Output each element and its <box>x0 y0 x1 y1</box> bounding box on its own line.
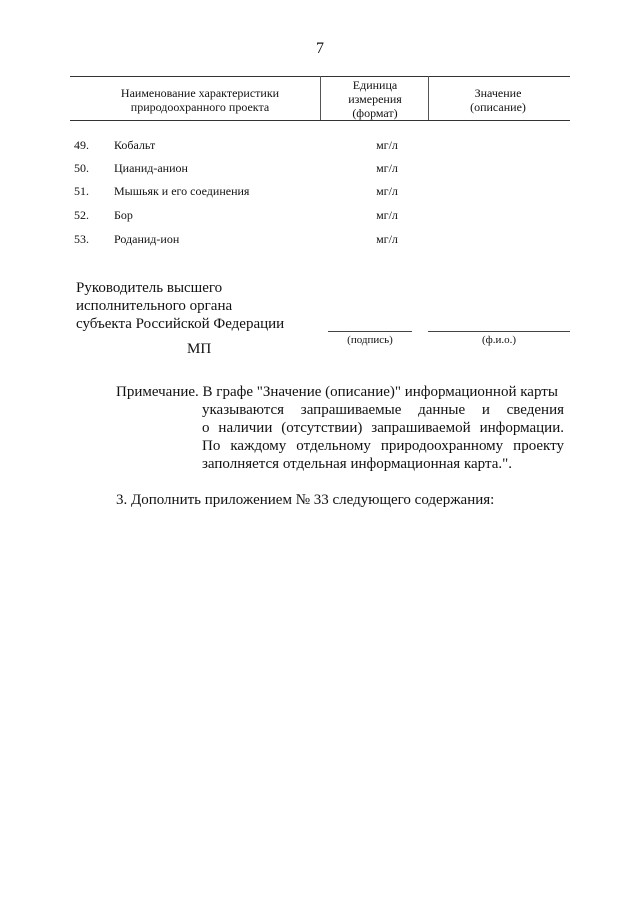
row-unit: мг/л <box>376 161 398 175</box>
row-unit: мг/л <box>376 208 398 222</box>
table-header-rule <box>70 120 570 121</box>
signature-title-line-3: субъекта Российской Федерации <box>76 316 285 332</box>
header-divider-2 <box>428 76 429 120</box>
paragraph-text: 3. Дополнить приложением № 33 следующего содержания: <box>116 492 495 508</box>
row-name: Цианид-анион <box>114 161 188 175</box>
header-unit: Единица измерения (формат) <box>348 78 402 120</box>
header-value: Значение (описание) <box>470 86 526 114</box>
note-line-1: Примечание. В графе "Значение (описание)" информационной карты <box>116 384 558 400</box>
row-name: Бор <box>114 208 133 222</box>
row-number: 53. <box>74 232 89 246</box>
signature-caption: (подпись) <box>347 334 393 346</box>
note-line-5: заполняется отдельная информационная карта.". <box>202 456 512 472</box>
row-number: 51. <box>74 184 89 198</box>
table-row <box>74 208 574 226</box>
row-name: Мышьяк и его соединения <box>114 184 250 198</box>
signature-title-line-2: исполнительного органа <box>76 298 233 314</box>
name-line <box>428 331 570 332</box>
header-divider-1 <box>320 76 321 120</box>
row-number: 50. <box>74 161 89 175</box>
row-number: 49. <box>74 138 89 152</box>
header-characteristic: Наименование характеристики природоохранного проекта <box>120 86 280 114</box>
note-line-2: указываются запрашиваемые данные и сведения <box>202 402 564 418</box>
signature-line <box>328 331 412 332</box>
name-caption: (ф.и.о.) <box>481 334 517 346</box>
page-number: 7 <box>316 40 324 57</box>
row-unit: мг/л <box>376 232 398 246</box>
stamp-place: МП <box>187 341 212 357</box>
row-unit: мг/л <box>376 184 398 198</box>
row-unit: мг/л <box>376 138 398 152</box>
note-line-3: о наличии (отсутствии) запрашиваемой информации. <box>202 420 564 436</box>
table-row <box>74 161 574 179</box>
row-name: Роданид-ион <box>114 232 180 246</box>
row-name: Кобальт <box>114 138 156 152</box>
signature-title-line-1: Руководитель высшего <box>76 280 223 296</box>
table-row <box>74 184 574 202</box>
row-number: 52. <box>74 208 89 222</box>
note-line-4: По каждому отдельному природоохранному проекту <box>202 438 564 454</box>
table-row <box>74 138 574 156</box>
table-row <box>74 232 574 250</box>
